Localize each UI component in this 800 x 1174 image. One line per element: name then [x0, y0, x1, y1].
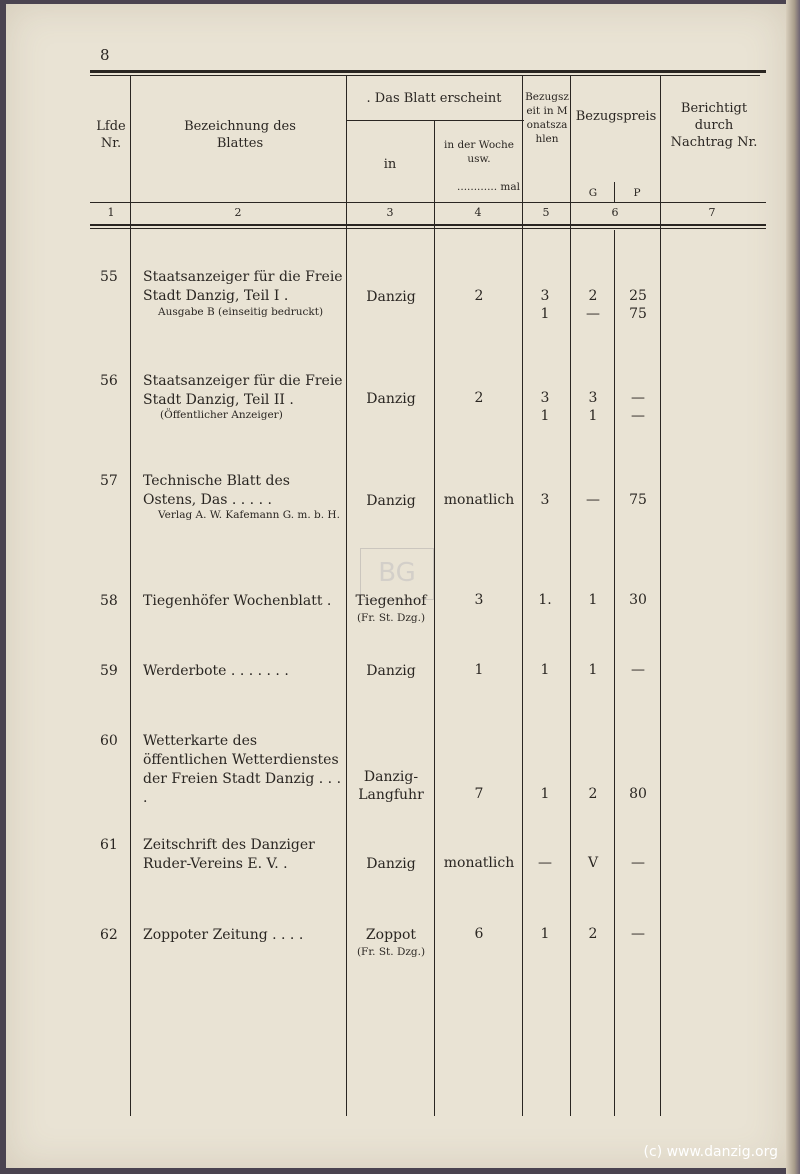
row-bezug: 1: [540, 786, 550, 802]
row-ort: Zoppot: [365, 927, 417, 943]
row-bezug: —: [538, 855, 552, 871]
col-divider-3: [434, 120, 435, 1116]
row-title: Zoppoter Zeitung . . . .: [143, 927, 304, 943]
header-woche: in der Woche usw.: [443, 139, 514, 165]
row-preis-g: 1: [588, 408, 598, 424]
row-preis-p: —: [631, 855, 645, 871]
row-ort: Tiegenhof: [355, 593, 427, 609]
row-nr: 55: [100, 269, 118, 285]
erscheint-rule: [346, 120, 524, 121]
row-preis-p: 80: [629, 786, 647, 802]
row-ort: Danzig: [366, 856, 416, 872]
page-edge: [786, 0, 800, 1174]
row-preis-g: 2: [588, 786, 598, 802]
row-ort: Danzig: [366, 493, 416, 509]
column-number-2: 2: [234, 206, 242, 219]
colnum-bottom-rule: [90, 224, 766, 226]
row-preis-p: —: [631, 390, 645, 406]
header-bezeichnung: Bezeichnung des Blattes: [184, 119, 296, 151]
row-nr: 58: [100, 593, 118, 609]
header-lfde-nr: Lfde Nr.: [96, 119, 126, 151]
row-preis-g: —: [586, 492, 600, 508]
row-nr: 57: [100, 473, 118, 489]
row-ort-detail: (Fr. St. Dzg.): [356, 946, 426, 958]
row-preis-p: 30: [629, 592, 647, 608]
row-bezug: 1: [540, 926, 550, 942]
row-preis-p: —: [631, 926, 645, 942]
row-preis-g: —: [586, 306, 600, 322]
col-divider-2: [346, 76, 347, 1116]
row-preis-p: 75: [629, 492, 647, 508]
row-preis-g: 2: [588, 926, 598, 942]
row-note: (Öffentlicher Anzeiger): [160, 409, 283, 421]
row-preis-g: 1: [588, 592, 598, 608]
row-title: Staatsanzeiger für die Freie Stadt Danzig, Teil I .: [143, 269, 343, 304]
col-divider-6: [614, 182, 615, 202]
header-berichtigt: Berichtigt durch Nachtrag Nr.: [670, 101, 758, 150]
row-ort: Danzig: [366, 289, 416, 305]
col-divider-4: [522, 76, 523, 1116]
row-nr: 60: [100, 733, 118, 749]
library-watermark-logo: BG: [360, 548, 434, 600]
row-bezug: 1: [540, 408, 550, 424]
header-preis-p: P: [633, 187, 641, 199]
page-number: 8: [100, 46, 110, 64]
row-preis-p: —: [631, 662, 645, 678]
header-in: in: [383, 157, 397, 172]
row-woche: 6: [474, 926, 484, 942]
row-preis-p: —: [631, 408, 645, 424]
header-preis-g: G: [588, 187, 598, 199]
row-preis-g: 3: [588, 390, 598, 406]
row-preis-p: 75: [629, 306, 647, 322]
row-ort-detail: (Fr. St. Dzg.): [356, 612, 426, 624]
row-title: Tiegenhöfer Wochenblatt .: [143, 593, 332, 609]
row-preis-g: V: [587, 855, 599, 871]
header-bezugszeit: Bezugszeit in Monatszahlen: [525, 91, 569, 145]
row-nr: 62: [100, 927, 118, 943]
colnum-bottom-rule-thin: [90, 228, 766, 229]
row-title: Wetterkarte des öffentlichen Wetterdienstes der Freien Stadt Danzig . . . .: [143, 733, 342, 806]
row-bezug: 1: [540, 662, 550, 678]
header-bezugspreis: Bezugspreis: [575, 109, 657, 124]
column-number-5: 5: [542, 206, 550, 219]
col-divider-6b: [614, 230, 615, 1116]
col-divider-5: [570, 76, 571, 1116]
row-woche: 2: [474, 288, 484, 304]
row-bezug: 1.: [538, 592, 552, 608]
row-note: Verlag A. W. Kafemann G. m. b. H.: [158, 509, 340, 521]
row-preis-g: 2: [588, 288, 598, 304]
column-number-3: 3: [386, 206, 394, 219]
row-title: Werderbote . . . . . . .: [143, 663, 289, 679]
copyright-watermark: (c) www.danzig.org: [643, 1144, 778, 1160]
row-preis-p: 25: [629, 288, 647, 304]
top-rule: [90, 70, 766, 73]
row-note: Ausgabe B (einseitig bedruckt): [158, 306, 324, 318]
column-number-4: 4: [474, 206, 482, 219]
column-number-7: 7: [708, 206, 716, 219]
row-woche: monatlich: [443, 492, 515, 508]
header-bottom-rule: [90, 202, 766, 203]
col-divider-7: [660, 76, 661, 1116]
column-number-6: 6: [611, 206, 619, 219]
row-ort: Danzig-: [363, 769, 419, 785]
header-mal: ............ mal: [457, 181, 520, 193]
row-woche: monatlich: [443, 855, 515, 871]
row-title: Technische Blatt des Ostens, Das . . . . .: [143, 473, 290, 508]
row-ort: Danzig: [366, 391, 416, 407]
row-preis-g: 1: [588, 662, 598, 678]
col-divider-1: [130, 76, 131, 1116]
row-title: Staatsanzeiger für die Freie Stadt Danzig, Teil II .: [143, 373, 343, 408]
row-woche: 2: [474, 390, 484, 406]
header-erscheint: . Das Blatt erscheint: [366, 91, 502, 106]
row-bezug: 3: [540, 492, 550, 508]
row-nr: 56: [100, 373, 118, 389]
row-bezug: 1: [540, 306, 550, 322]
row-woche: 1: [474, 662, 484, 678]
row-ort: Danzig: [366, 663, 416, 679]
column-number-1: 1: [107, 206, 115, 219]
row-nr: 61: [100, 837, 118, 853]
row-ort-detail: Langfuhr: [358, 787, 424, 803]
row-bezug: 3: [540, 288, 550, 304]
row-woche: 3: [474, 592, 484, 608]
row-bezug: 3: [540, 390, 550, 406]
row-title: Zeitschrift des Danziger Ruder-Vereins E. V. .: [143, 837, 315, 872]
row-woche: 7: [474, 786, 484, 802]
row-nr: 59: [100, 663, 118, 679]
